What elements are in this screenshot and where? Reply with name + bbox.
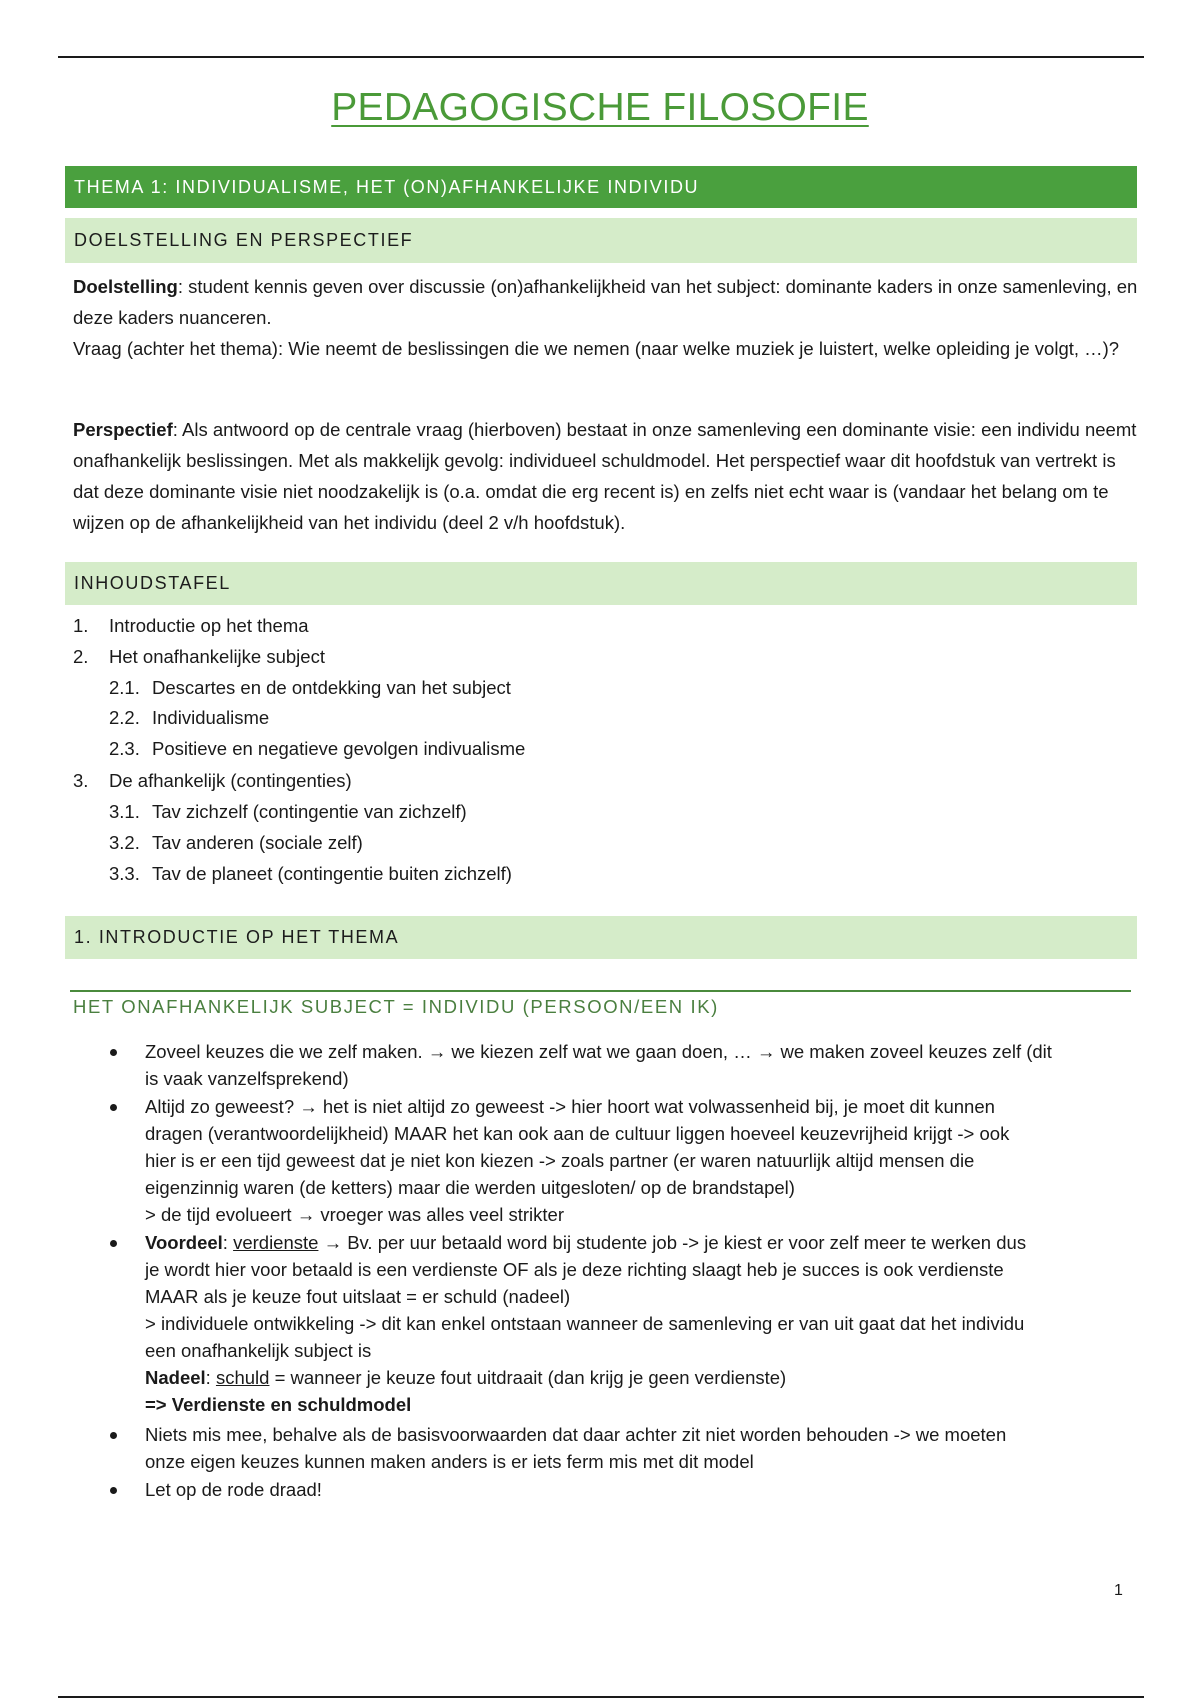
perspectief-paragraph [73,414,1138,538]
toc-item: 2.2. Individualisme [109,707,270,728]
section-header-thema-label: THEMA 1: INDIVIDUALISME, HET (ON)AFHANKELIJKE INDIVIDU [74,176,700,197]
perspectief-label: Perspectief [73,419,173,440]
toc-item: 3.2. Tav anderen (sociale zelf) [109,832,363,853]
bullet-dot [110,1432,117,1439]
perspectief-text: : Als antwoord op de centrale vraag (hierboven) bestaat in onze samenleving een dominante visie: een individu neemt onafhankelijk beslissingen. Met als makkelijk gevolg: individueel schuldmodel. Het perspectief waar dit hoofdstuk van vertrekt is dat deze dominante visie niet noodzakelijk is (o.a. omdat die erg recent is) en zelfs niet echt waar is (vandaar het belang om te wijzen op de afhankelijkheid van het individu (deel 2 v/h hoofdstuk). [73,419,1137,533]
section-header-thema [65,166,1137,208]
page-title: PEDAGOGISCHE FILOSOFIE [331,86,869,129]
subheading-rule [70,990,1131,992]
bullet-dot [110,1104,117,1111]
toc-item: 3. De afhankelijk (contingenties) [73,770,352,791]
toc-item: 2.3. Positieve en negatieve gevolgen indivualisme [109,738,526,759]
bullet-dot [110,1049,117,1056]
doelstelling-paragraph [73,271,1138,364]
toc-item: 3.3. Tav de planeet (contingentie buiten zichzelf) [109,863,512,884]
toc-item: 1. Introductie op het thema [73,615,309,636]
voordeel-term: verdienste [233,1232,319,1253]
subheading-subject: HET ONAFHANKELIJK SUBJECT = INDIVIDU (PERSOON/EEN IK) [73,996,719,1017]
nadeel-term: schuld [215,1367,270,1388]
section-header-inhoudstafel [65,562,1137,605]
toc-item: 3.1. Tav zichzelf (contingentie van zichzelf) [109,801,467,822]
toc-item: 2. Het onafhankelijke subject [73,646,325,667]
bullet-dot [110,1487,117,1494]
section-header-inhoudstafel-label: INHOUDSTAFEL [74,573,231,593]
page-number: 1 [1114,1582,1123,1599]
doelstelling-text: : student kennis geven over discussie (on)afhankelijkheid van het subject: dominante kaders in onze samenleving, en deze kaders nuanceren. [73,276,1138,328]
top-rule [58,56,1144,58]
toc-item: 2.1. Descartes en de ontdekking van het subject [109,677,511,698]
nadeel-label: Nadeel [145,1367,206,1388]
voordeel-label: Voordeel [145,1232,223,1253]
doelstelling-label: Doelstelling [73,276,178,297]
section-header-introductie [65,916,1137,959]
section-header-doelstelling [65,218,1137,263]
bullet-dot [110,1240,117,1247]
title-block [0,86,1200,130]
section-header-introductie-label: 1. INTRODUCTIE OP HET THEMA [74,927,400,947]
schuldmodel-conclusion: => Verdienste en schuldmodel [145,1394,412,1415]
section-header-doelstelling-label: DOELSTELLING EN PERSPECTIEF [74,230,414,250]
bottom-rule [58,1696,1144,1698]
doelstelling-question: Vraag (achter het thema): Wie neemt de beslissingen die we nemen (naar welke muziek je luistert, welke opleiding je volgt, …)? [73,338,1120,359]
